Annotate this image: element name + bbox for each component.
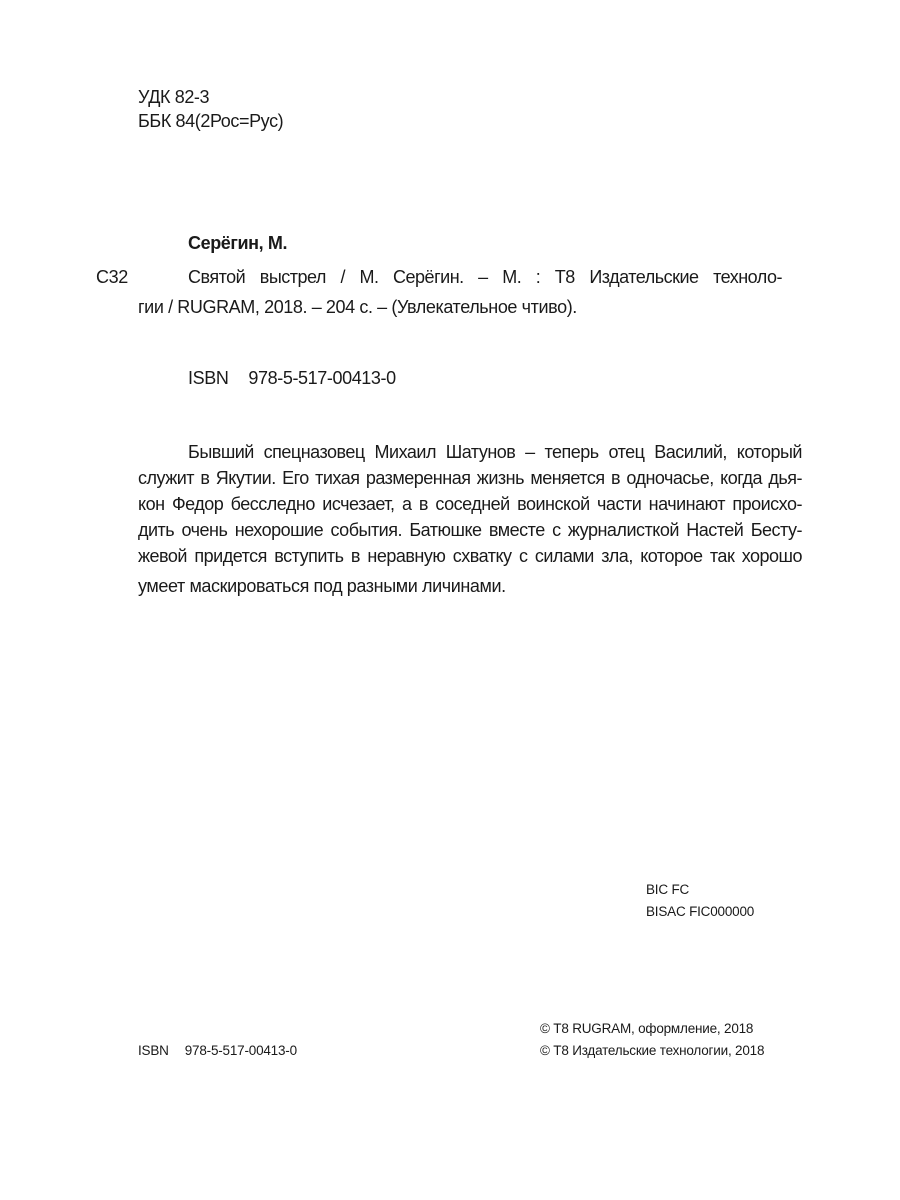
annotation-line: жевой придется вступить в неравную схватку с силами зла, которое так хорошо [138, 546, 802, 566]
annotation-line: кон Федор бесследно исчезает, а в соседней воинской части начинают происхо- [138, 494, 802, 514]
annotation-line: Бывший спецназовец Михаил Шатунов – теперь отец Василий, который [188, 442, 802, 462]
bisac-code: BISAC FIC000000 [646, 904, 755, 919]
isbn-footer-label: ISBN [138, 1043, 169, 1058]
bibliographic-line-1: Святой выстрел / М. Серёгин. – М. : Т8 Издательские техноло- [188, 267, 782, 287]
copyright-line: © Т8 RUGRAM, оформление, 2018 [540, 1021, 754, 1036]
copyright-line: © Т8 Издательские технологии, 2018 [540, 1043, 765, 1058]
udk-code: УДК 82-3 [138, 87, 210, 107]
annotation-line: дить очень нехорошие события. Батюшке вместе с журналисткой Настей Бесту- [138, 520, 802, 540]
isbn-label: ISBN [188, 368, 229, 388]
bbk-code: ББК 84(2Рос=Рус) [138, 111, 284, 131]
annotation-line: служит в Якутии. Его тихая размеренная жизнь меняется в одночасье, когда дья- [138, 468, 802, 488]
isbn-footer [138, 1042, 297, 1060]
author-heading: Серёгин, М. [188, 233, 288, 253]
isbn-value: 978-5-517-00413-0 [248, 368, 396, 388]
call-mark: С32 [96, 267, 128, 287]
bibliographic-line-2: гии / RUGRAM, 2018. – 204 с. – (Увлекательное чтиво). [138, 297, 577, 317]
bic-code: BIC FC [646, 882, 690, 897]
isbn-footer-value: 978-5-517-00413-0 [184, 1043, 297, 1058]
isbn-main [188, 367, 396, 389]
annotation-line: умеет маскироваться под разными личинами. [138, 576, 506, 596]
